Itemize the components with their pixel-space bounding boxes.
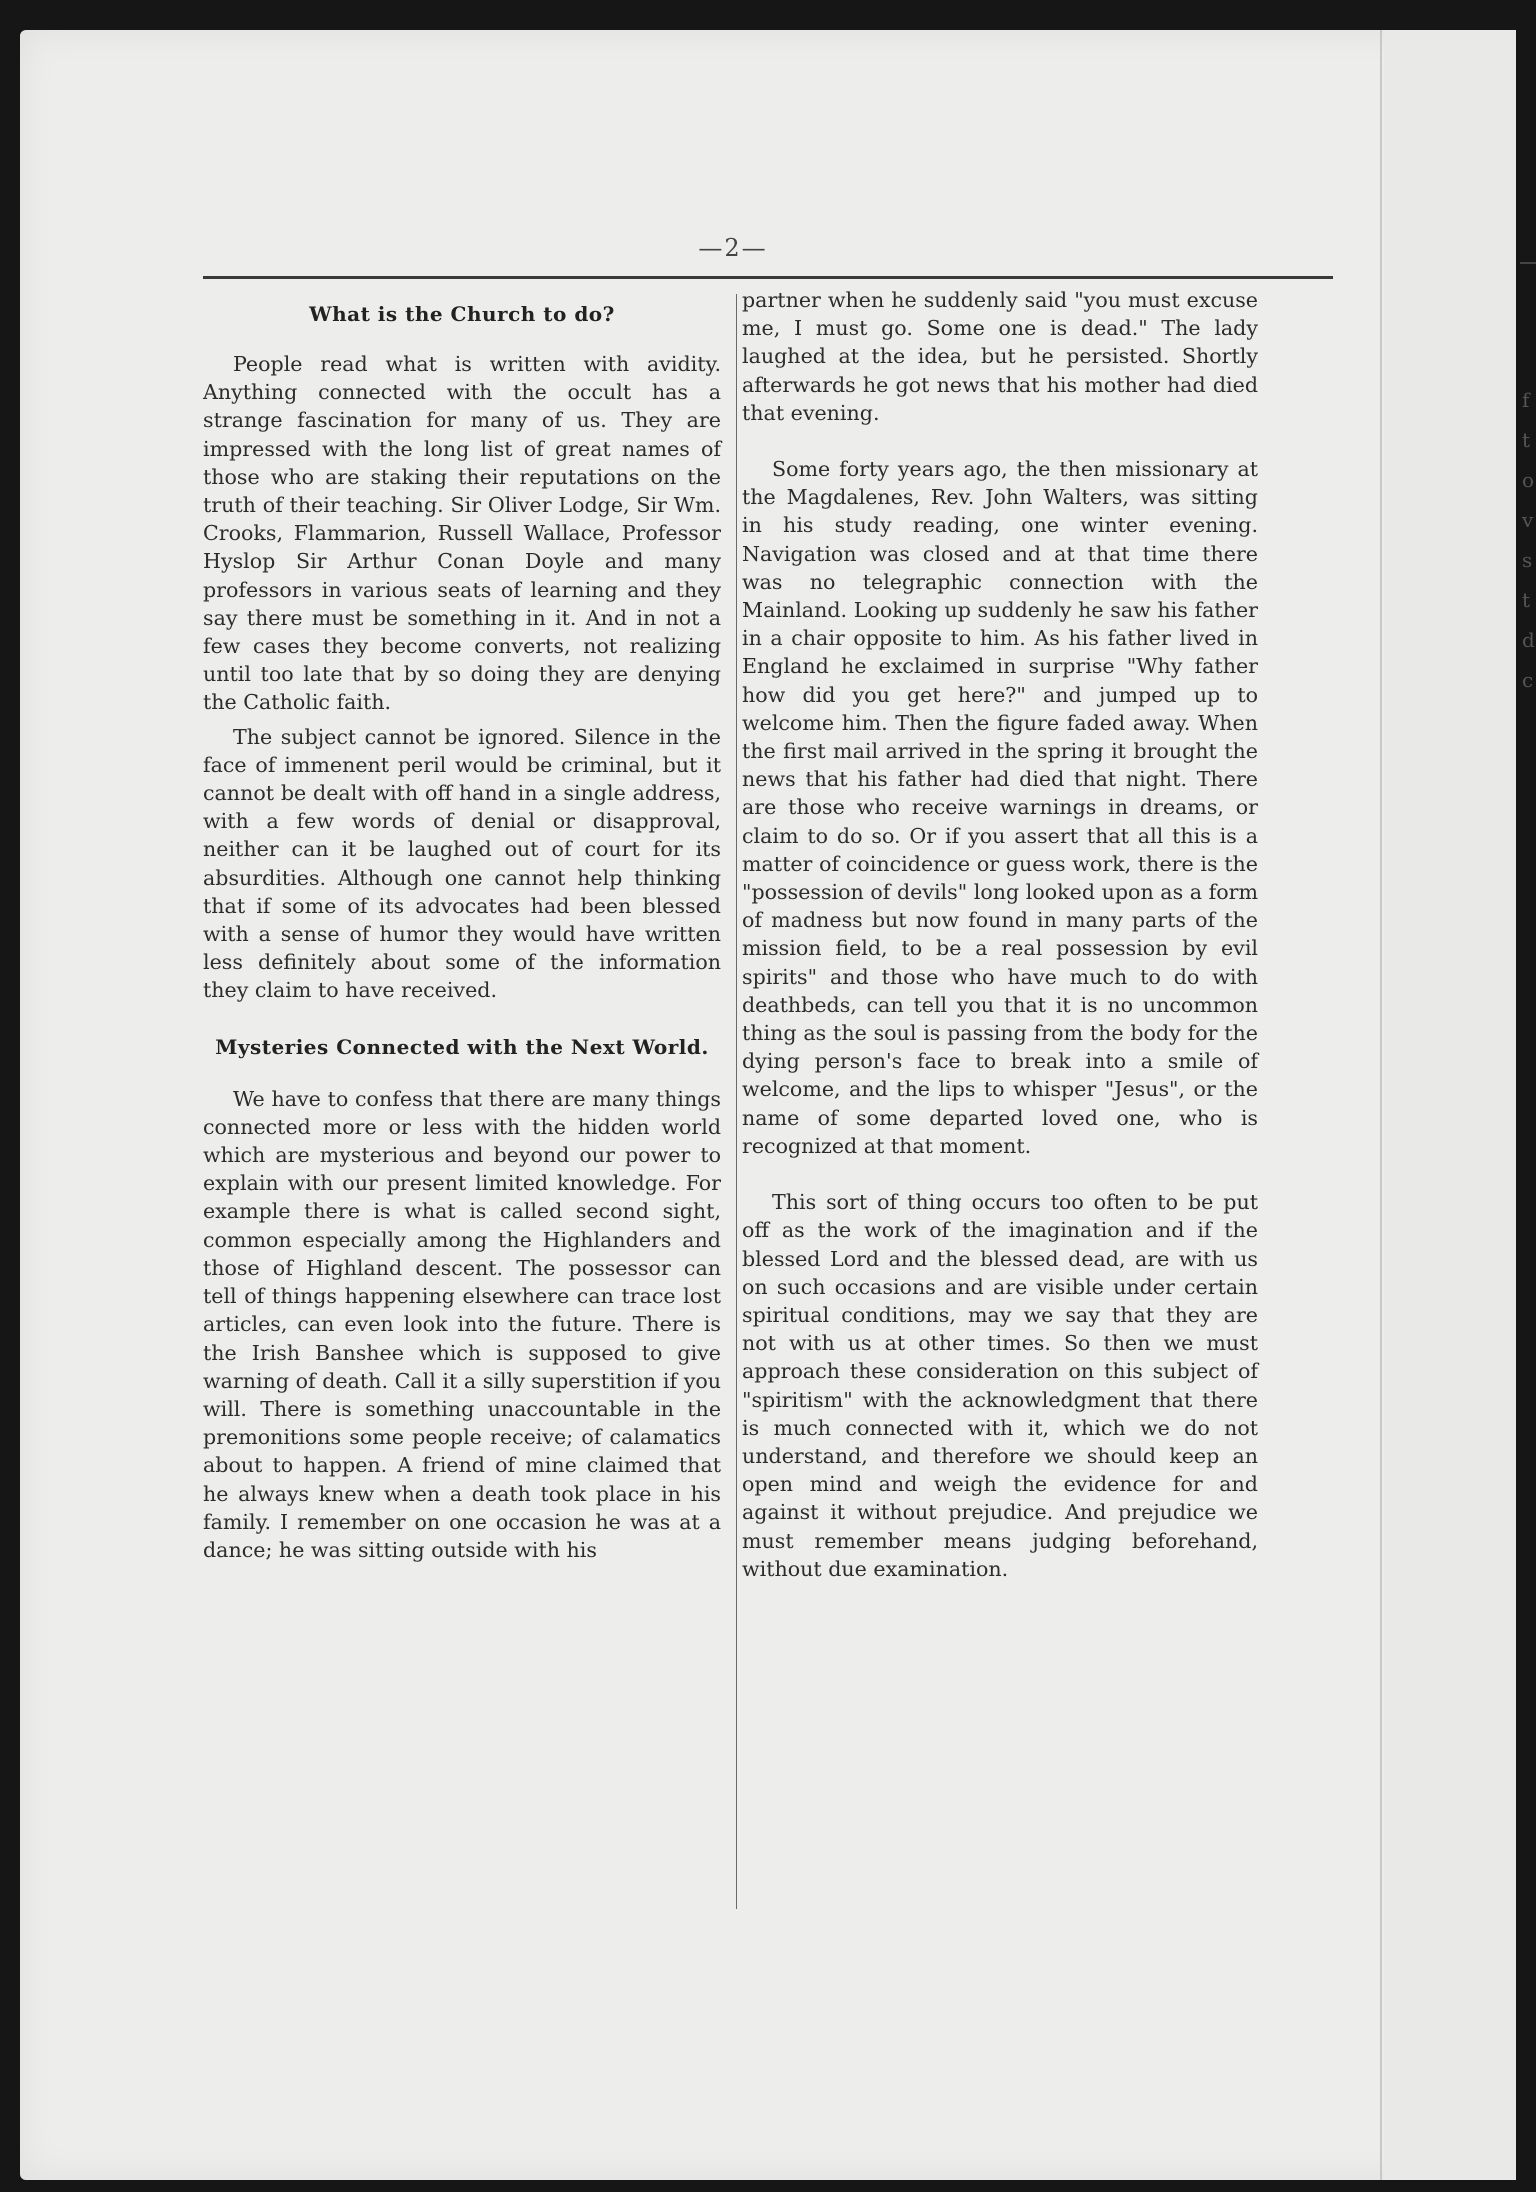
- paragraph: The subject cannot be ignored. Silence in the face of immenent peril would be criminal, but it cannot be dealt with off hand in a single address, with a few words of denial or disapproval, neither can it be laughed out of court for its absurdities. Although one cannot help thinking that if some of its advocates had been blessed with a sense of humor they would have written less definitely about some of the information they claim to have received.: [203, 724, 721, 1003]
- paragraph-continued: partner when he suddenly said "you must excuse me, I must go. Some one is dead." The lady laughed at the idea, but he persisted. Shortly afterwards he got news that his mother had died that evening.: [742, 288, 1258, 425]
- header-rule: [203, 276, 1333, 279]
- column-divider: [736, 294, 737, 1909]
- section-heading-church: What is the Church to do?: [309, 302, 615, 326]
- left-column: [203, 286, 721, 1564]
- paragraph: People read what is written with avidity. Anything connected with the occult has a strange fascination for many of us. They are impressed with the long list of great names of those who are staking their reputations on the truth of their teaching. Sir Oliver Lodge, Sir Wm. Crooks, Flammarion, Russell Wallace, Professor Hyslop Sir Arthur Conan Doyle and many professors in various seats of learning and they say there must be something in it. And in not a few cases they become converts, not realizing until too late that by so doing they are denying the Catholic faith.: [203, 352, 721, 715]
- edge-letter: v: [1522, 508, 1534, 532]
- paragraph: Some forty years ago, the then missionary at the Magdalenes, Rev. John Walters, was sitting in his study reading, one winter evening. Navigation was closed and at that time there was no telegraphic connection with the Mainland. Looking up suddenly he saw his father in a chair opposite to him. As his father lived in England he exclaimed in surprise "Why father how did you get here?" and jumped up to welcome him. Then the figure faded away. When the first mail arrived in the spring it brought the news that his father had died that night. There are those who receive warnings in dreams, or claim to do so. Or if you assert that all this is a matter of coincidence or guess work, there is the "possession of devils" long looked upon as a form of madness but now found in many parts of the mission field, to be a real possession by evil spirits" and those who have much to do with deathbeds, can tell you that it is no uncommon thing as the soul is passing from the body for the dying person's face to break into a smile of welcome, and the lips to whisper "Jesus", or the name of some departed loved one, who is recognized at that moment.: [742, 457, 1258, 1158]
- edge-letter: d: [1522, 628, 1535, 652]
- edge-letter: f: [1522, 388, 1530, 412]
- edge-letter: t: [1522, 428, 1531, 452]
- adjacent-page-rule: [1520, 262, 1536, 264]
- paragraph: We have to confess that there are many things connected more or less with the hidden world which are mysterious and beyond our power to explain with our present limited knowledge. For example there is what is called second sight, common especially among the Highlanders and those of Highland descent. The possessor can tell of things happening elsewhere can trace lost articles, can even look into the future. There is the Irish Banshee which is supposed to give warning of death. Call it a silly superstition if you will. There is something unaccountable in the premonitions some people receive; of calamatics about to happen. A friend of mine claimed that he always knew when a death took place in his family. I remember on one occasion he was at a dance; he was sitting outside with his: [203, 1086, 721, 1562]
- adjacent-page-edge-letters: [1522, 380, 1536, 700]
- right-column: [742, 286, 1258, 1583]
- edge-letter: s: [1522, 548, 1533, 572]
- edge-letter: o: [1522, 468, 1535, 492]
- paragraph: This sort of thing occurs too often to be put off as the work of the imagination and if the blessed Lord and the blessed dead, are with us on such occasions and are visible under certain spiritual conditions, may we say that they are not with us at other times. So then we must approach these consideration on this subject of "spiritism" with the acknowledgment that there is much connected with it, which we do not understand, and therefore we should keep an open mind and weigh the evidence for and against it without prejudice. And prejudice we must remember means judging beforehand, without due examination.: [742, 1190, 1258, 1581]
- edge-letter: c: [1522, 668, 1534, 692]
- page-fold: [1380, 30, 1382, 2180]
- adjacent-page-strip: [1384, 30, 1516, 2180]
- page-number: —2—: [698, 234, 768, 262]
- section-heading-mysteries: Mysteries Connected with the Next World.: [215, 1034, 709, 1059]
- edge-letter: t: [1522, 588, 1531, 612]
